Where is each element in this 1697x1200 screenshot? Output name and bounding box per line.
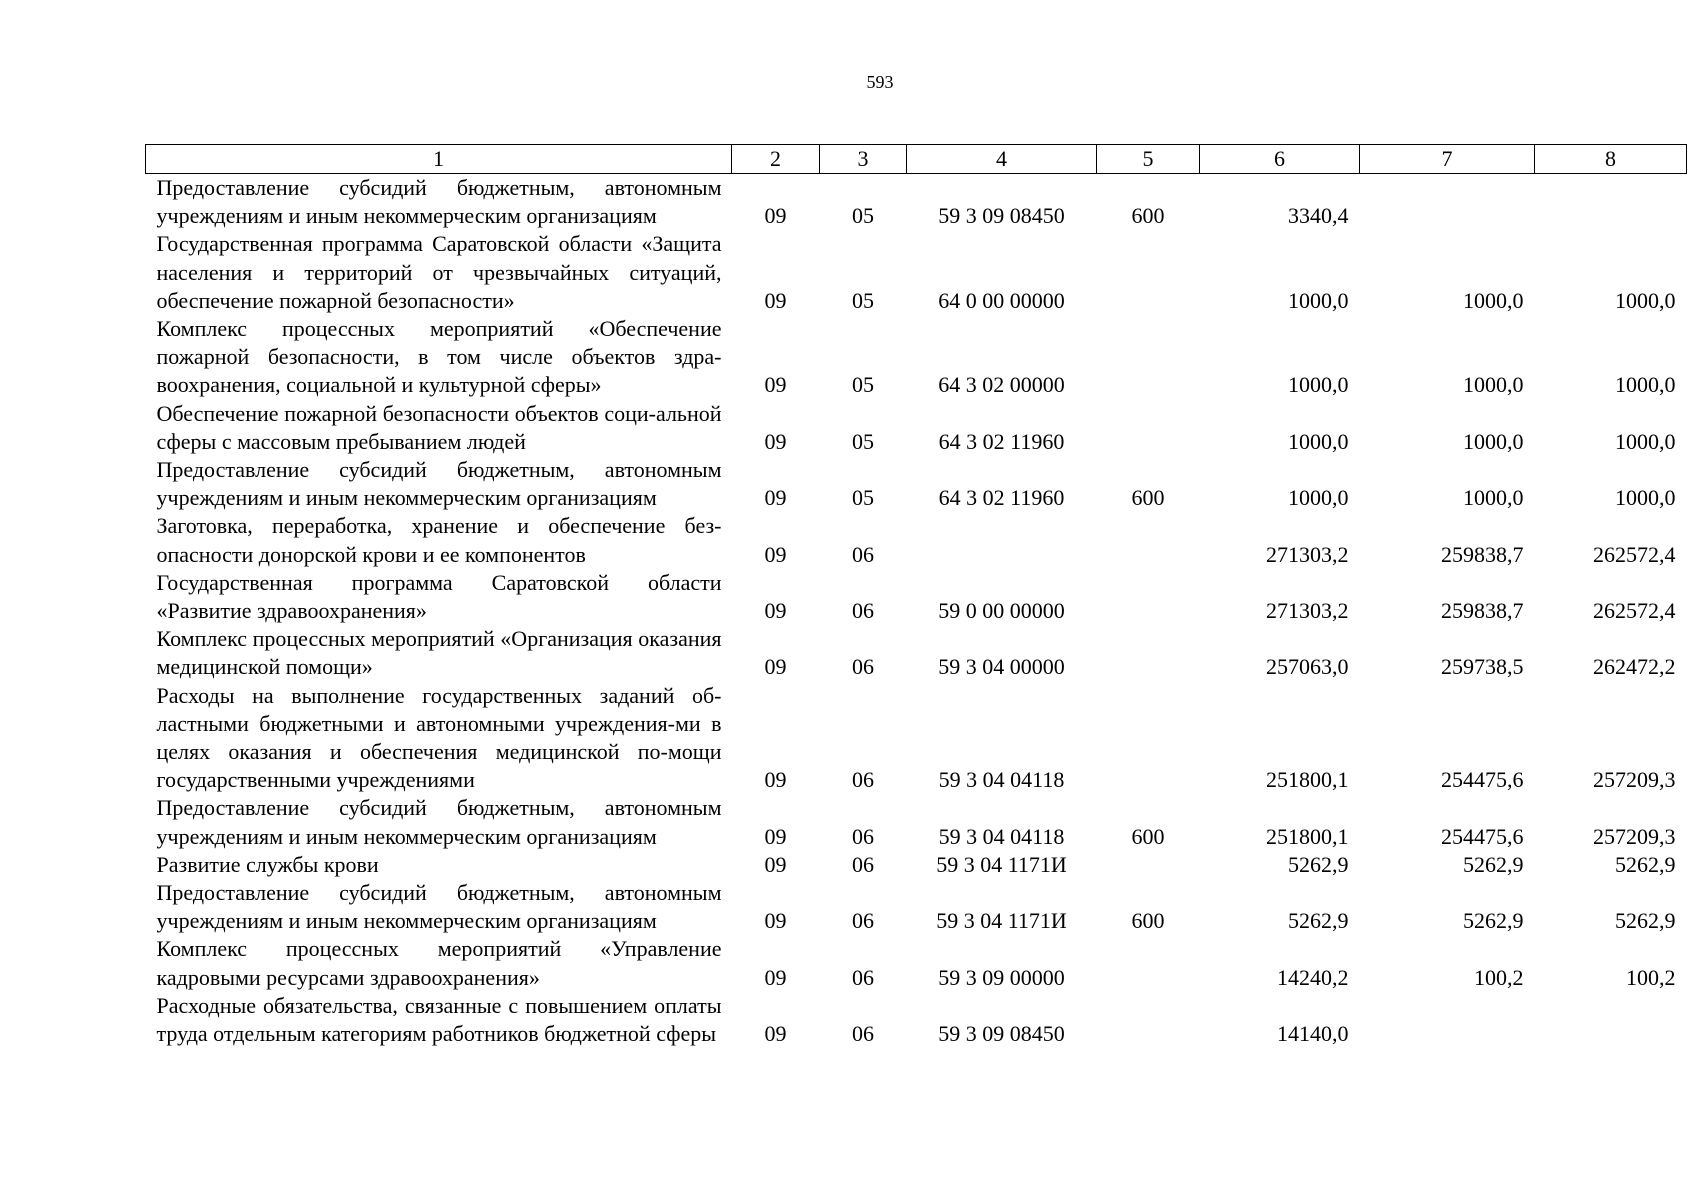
subsection-code: 06 (852, 964, 874, 990)
amount-col-7: 100,2 (1474, 964, 1524, 990)
section-code: 09 (764, 654, 787, 680)
amount-col-8: 262472,2 (1593, 654, 1676, 680)
header-col-7: 7 (1360, 145, 1535, 174)
section-code: 09 (764, 428, 787, 454)
amount-col-8: 1000,0 (1615, 428, 1676, 454)
subsection-code: 05 (852, 428, 874, 454)
target-article-code: 59 3 04 1171И (936, 851, 1067, 877)
table-row (146, 569, 1687, 625)
section-code: 09 (764, 1021, 787, 1047)
expense-type-code (1097, 230, 1200, 315)
item-name: Расходы на выполнение государственных заданий об-ластными бюджетными и автономными учреждения-ми в целях оказания и обеспечения медицинской по-мощи государственными учреждениями (156, 682, 722, 793)
header-col-4: 4 (907, 145, 1097, 174)
item-name: Предоставление субсидий бюджетным, автономным учреждениям и иным некоммерческим организациям (156, 457, 722, 511)
amount-col-8 (1535, 992, 1687, 1048)
amount-col-8: 262572,4 (1593, 598, 1676, 624)
item-name: Обеспечение пожарной безопасности объектов соци-альной сферы с массовым пребыванием людей (156, 400, 722, 454)
amount-col-6: 1000,0 (1288, 372, 1349, 398)
amount-col-8: 1000,0 (1615, 485, 1676, 511)
amount-col-6: 271303,2 (1266, 598, 1349, 624)
amount-col-8: 257209,3 (1593, 767, 1676, 793)
table-row (146, 879, 1687, 935)
table-row (146, 230, 1687, 315)
section-code: 09 (764, 287, 787, 313)
table-row (146, 935, 1687, 991)
target-article-code: 59 3 04 00000 (938, 654, 1065, 680)
section-code: 09 (764, 851, 787, 877)
item-name: Расходные обязательства, связанные с повышением оплаты труда отдельным категориям работников бюджетной сферы (156, 992, 722, 1047)
header-col-2: 2 (732, 145, 820, 174)
expense-type-code (1097, 935, 1200, 991)
header-col-5: 5 (1097, 145, 1200, 174)
budget-table (145, 144, 1687, 1048)
table-row (146, 512, 1687, 568)
table-body (146, 174, 1687, 1049)
item-name: Комплекс процессных мероприятий «Обеспечение пожарной безопасности, в том числе объектов здра-воохранения, социальной и культурной сферы» (156, 316, 722, 398)
subsection-code: 06 (852, 1021, 874, 1047)
subsection-code: 06 (852, 767, 874, 793)
item-name: Предоставление субсидий бюджетным, автономным учреждениям и иным некоммерческим организациям (156, 795, 722, 849)
item-name: Предоставление субсидий бюджетным, автономным учреждениям и иным некоммерческим организациям (156, 880, 722, 934)
subsection-code: 06 (852, 541, 874, 567)
expense-type-code (1097, 851, 1200, 879)
amount-col-7: 1000,0 (1463, 485, 1524, 511)
item-name: Комплекс процессных мероприятий «Управление кадровыми ресурсами здравоохранения» (156, 936, 722, 990)
target-article-code: 64 3 02 11960 (938, 428, 1065, 454)
subsection-code: 05 (852, 203, 874, 229)
item-name: Предоставление субсидий бюджетным, автономным учреждениям и иным некоммерческим организациям (156, 175, 722, 229)
amount-col-6: 251800,1 (1266, 767, 1349, 793)
amount-col-7: 1000,0 (1463, 372, 1524, 398)
header-col-1: 1 (146, 145, 732, 174)
section-code: 09 (764, 203, 787, 229)
expense-type-code (1097, 569, 1200, 625)
target-article-code: 59 0 00 00000 (938, 598, 1065, 624)
target-article-code (907, 512, 1097, 568)
expense-type-code (1097, 315, 1200, 400)
header-col-8: 8 (1535, 145, 1687, 174)
subsection-code: 05 (852, 287, 874, 313)
section-code: 09 (764, 541, 787, 567)
subsection-code: 05 (852, 372, 874, 398)
section-code: 09 (764, 598, 787, 624)
target-article-code: 59 3 04 1171И (936, 908, 1067, 934)
expense-type-code (1097, 400, 1200, 456)
amount-col-6: 1000,0 (1288, 485, 1349, 511)
expense-type-code: 600 (1131, 203, 1165, 229)
table-row (146, 315, 1687, 400)
expense-type-code: 600 (1131, 908, 1165, 934)
amount-col-6: 1000,0 (1288, 428, 1349, 454)
amount-col-8: 1000,0 (1615, 287, 1676, 313)
section-code: 09 (764, 767, 787, 793)
amount-col-8 (1535, 174, 1687, 231)
item-name: Заготовка, переработка, хранение и обеспечение без-опасности донорской крови и ее компонентов (156, 513, 722, 567)
target-article-code: 64 3 02 11960 (938, 485, 1065, 511)
amount-col-7: 254475,6 (1441, 767, 1524, 793)
expense-type-code: 600 (1131, 823, 1165, 849)
expense-type-code (1097, 682, 1200, 795)
amount-col-8: 5262,9 (1615, 908, 1676, 934)
table-row (146, 400, 1687, 456)
amount-col-6: 1000,0 (1288, 287, 1349, 313)
amount-col-7: 254475,6 (1441, 823, 1524, 849)
amount-col-8: 100,2 (1626, 964, 1676, 990)
amount-col-6: 3340,4 (1288, 203, 1349, 229)
amount-col-8: 262572,4 (1593, 541, 1676, 567)
table-row (146, 456, 1687, 512)
amount-col-6: 271303,2 (1266, 541, 1349, 567)
amount-col-6: 14240,2 (1277, 964, 1349, 990)
amount-col-7 (1360, 992, 1535, 1048)
expense-type-code: 600 (1131, 485, 1165, 511)
item-name: Государственная программа Саратовской области «Защита населения и территорий от чрезвычайных ситуаций, обеспечение пожарной безопасности» (156, 231, 722, 313)
table-row (146, 851, 1687, 879)
subsection-code: 06 (852, 654, 874, 680)
table-header (146, 145, 1687, 174)
item-name: Комплекс процессных мероприятий «Организация оказания медицинской помощи» (156, 626, 722, 680)
subsection-code: 06 (852, 908, 874, 934)
header-col-6: 6 (1200, 145, 1360, 174)
subsection-code: 05 (852, 485, 874, 511)
amount-col-6: 14140,0 (1277, 1021, 1349, 1047)
amount-col-7: 1000,0 (1463, 428, 1524, 454)
target-article-code: 59 3 09 08450 (938, 203, 1065, 229)
subsection-code: 06 (852, 823, 874, 849)
section-code: 09 (764, 372, 787, 398)
expense-type-code (1097, 625, 1200, 681)
amount-col-6: 257063,0 (1266, 654, 1349, 680)
target-article-code: 64 3 02 00000 (938, 372, 1065, 398)
item-name: Государственная программа Саратовской области «Развитие здравоохранения» (156, 569, 722, 624)
subsection-code: 06 (852, 598, 874, 624)
amount-col-8: 5262,9 (1615, 851, 1676, 877)
section-code: 09 (764, 485, 787, 511)
target-article-code: 59 3 04 04118 (938, 767, 1065, 793)
expense-type-code (1097, 992, 1200, 1048)
target-article-code: 59 3 09 08450 (938, 1021, 1065, 1047)
item-name: Развитие службы крови (156, 851, 379, 877)
amount-col-7: 5262,9 (1463, 851, 1524, 877)
table-row (146, 682, 1687, 795)
amount-col-7: 5262,9 (1463, 908, 1524, 934)
subsection-code: 06 (852, 851, 874, 877)
expense-type-code (1097, 512, 1200, 568)
section-code: 09 (764, 823, 787, 849)
table-row (146, 794, 1687, 850)
table-row (146, 174, 1687, 231)
amount-col-6: 5262,9 (1288, 908, 1349, 934)
table-row (146, 625, 1687, 681)
page-number: 593 (866, 72, 894, 92)
amount-col-8: 257209,3 (1593, 823, 1676, 849)
amount-col-7: 1000,0 (1463, 287, 1524, 313)
header-col-3: 3 (820, 145, 907, 174)
amount-col-7 (1360, 174, 1535, 231)
amount-col-6: 251800,1 (1266, 823, 1349, 849)
target-article-code: 59 3 09 00000 (938, 964, 1065, 990)
amount-col-7: 259838,7 (1441, 541, 1524, 567)
amount-col-7: 259738,5 (1441, 654, 1524, 680)
amount-col-7: 259838,7 (1441, 598, 1524, 624)
header-row (146, 145, 1687, 174)
section-code: 09 (764, 964, 787, 990)
amount-col-8: 1000,0 (1615, 372, 1676, 398)
target-article-code: 59 3 04 04118 (938, 823, 1065, 849)
table-row (146, 992, 1687, 1048)
section-code: 09 (764, 908, 787, 934)
target-article-code: 64 0 00 00000 (938, 287, 1065, 313)
amount-col-6: 5262,9 (1288, 851, 1349, 877)
